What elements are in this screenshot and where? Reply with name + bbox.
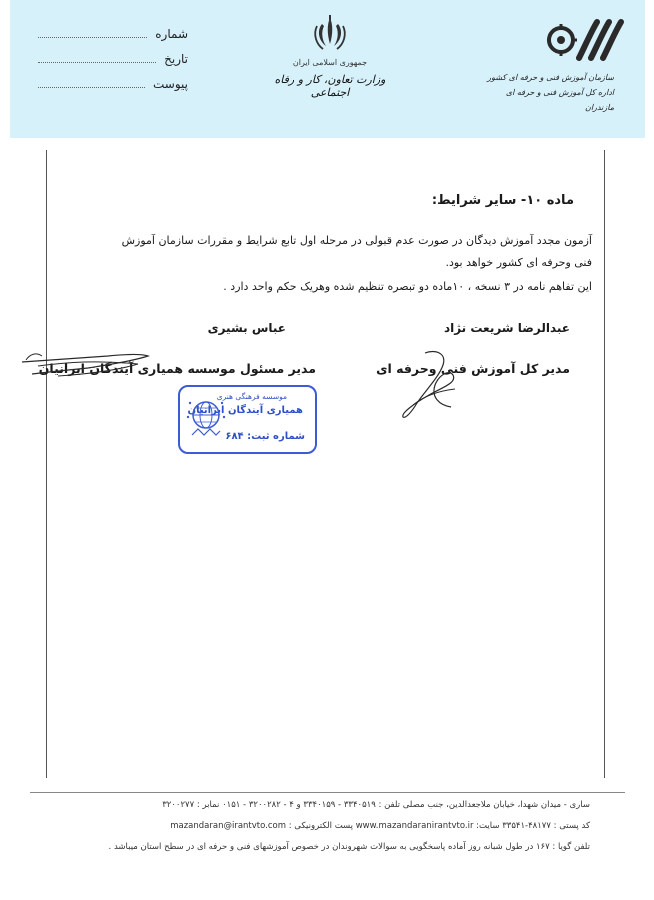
org-line-1: سازمان آموزش فنی و حرفه ای کشور [487,73,614,82]
footer-address: ساری - میدان شهدا، خیابان ملاجعدالدین، جنب مصلی تلفن : ۳۳۴۰۵۱۹ - ۳۳۴۰۱۵۹ و ۴ - ۳۲۰۰۲۸۲ - ۰۱۵۱ نمابر : ۳۲۰۰۲۷۷ [162,800,590,810]
footer-divider [30,792,625,793]
stamp-top-text: موسسه فرهنگی هنری [216,392,287,401]
globe-icon [186,395,226,443]
left-signatory-title: مدیر مسئول موسسه همیاری آیندگان ایرانیان [38,361,316,376]
attachment-field [38,66,188,91]
institute-stamp [178,385,317,454]
page-frame-right [604,150,605,778]
page-frame-left [46,150,47,778]
article-title: ماده ۱۰- سایر شرایط: [431,193,574,208]
stamp-registration: شماره ثبت: ۶۸۴ [225,431,305,442]
footer-hotline: تلفن گویا : ۱۶۷ در طول شبانه روز آماده پاسخگویی به سوالات شهروندان در خصوص آموزشهای فنی و حرفه ای در سطح استان میباشد . [108,842,590,852]
tvto-logo-icon [547,18,625,63]
date-label: تاریخ [164,52,188,66]
date-line [38,62,156,63]
footer-contact: کد پستی : ۴۸۱۷۷-۳۳۵۴۱ سایت: www.mazandaranirantvto.ir پست الکترونیکی : mazandaran@irantvto.com [170,821,590,831]
number-field [38,16,188,41]
right-handwritten-signature [395,345,485,425]
paragraph-2: این تفاهم نامه در ۳ نسخه ، ۱۰ماده دو تبصره تنظیم شده وهریک حکم واحد دارد . [223,280,592,293]
number-label: شماره [155,27,188,41]
paragraph-1-line-1: آزمون مجدد آموزش دیدگان در صورت عدم قبولی در مرحله اول تابع شرایط و مقررات سازمان آموزش [121,234,592,247]
organization-name [484,70,614,115]
stamp-main-text: همیاری آیندگان ایرانیان [187,405,303,416]
number-line [38,37,147,38]
reference-fields [38,16,188,91]
iran-emblem-icon [313,14,347,52]
ministry-block [255,14,405,99]
left-signatory-name: عباس بشیری [207,321,286,335]
attachment-line [38,87,145,88]
left-handwritten-signature [18,340,158,385]
ministry-name: وزارت تعاون، کار و رفاه اجتماعی [274,73,386,99]
paragraph-1-line-2: فنی وحرفه ای کشور خواهد بود. [445,256,592,269]
date-field [38,41,188,66]
right-signatory-title: مدیر کل آموزش فنی وحرفه ای [376,361,570,376]
right-signatory-name: عبدالرضا شریعت نژاد [443,321,570,335]
attachment-label: پیوست [153,77,188,91]
article-body [70,230,592,298]
org-line-2: اداره کل آموزش فنی و حرفه ای مازندران [505,88,614,112]
republic-caption: جمهوری اسلامی ایران [292,58,368,67]
